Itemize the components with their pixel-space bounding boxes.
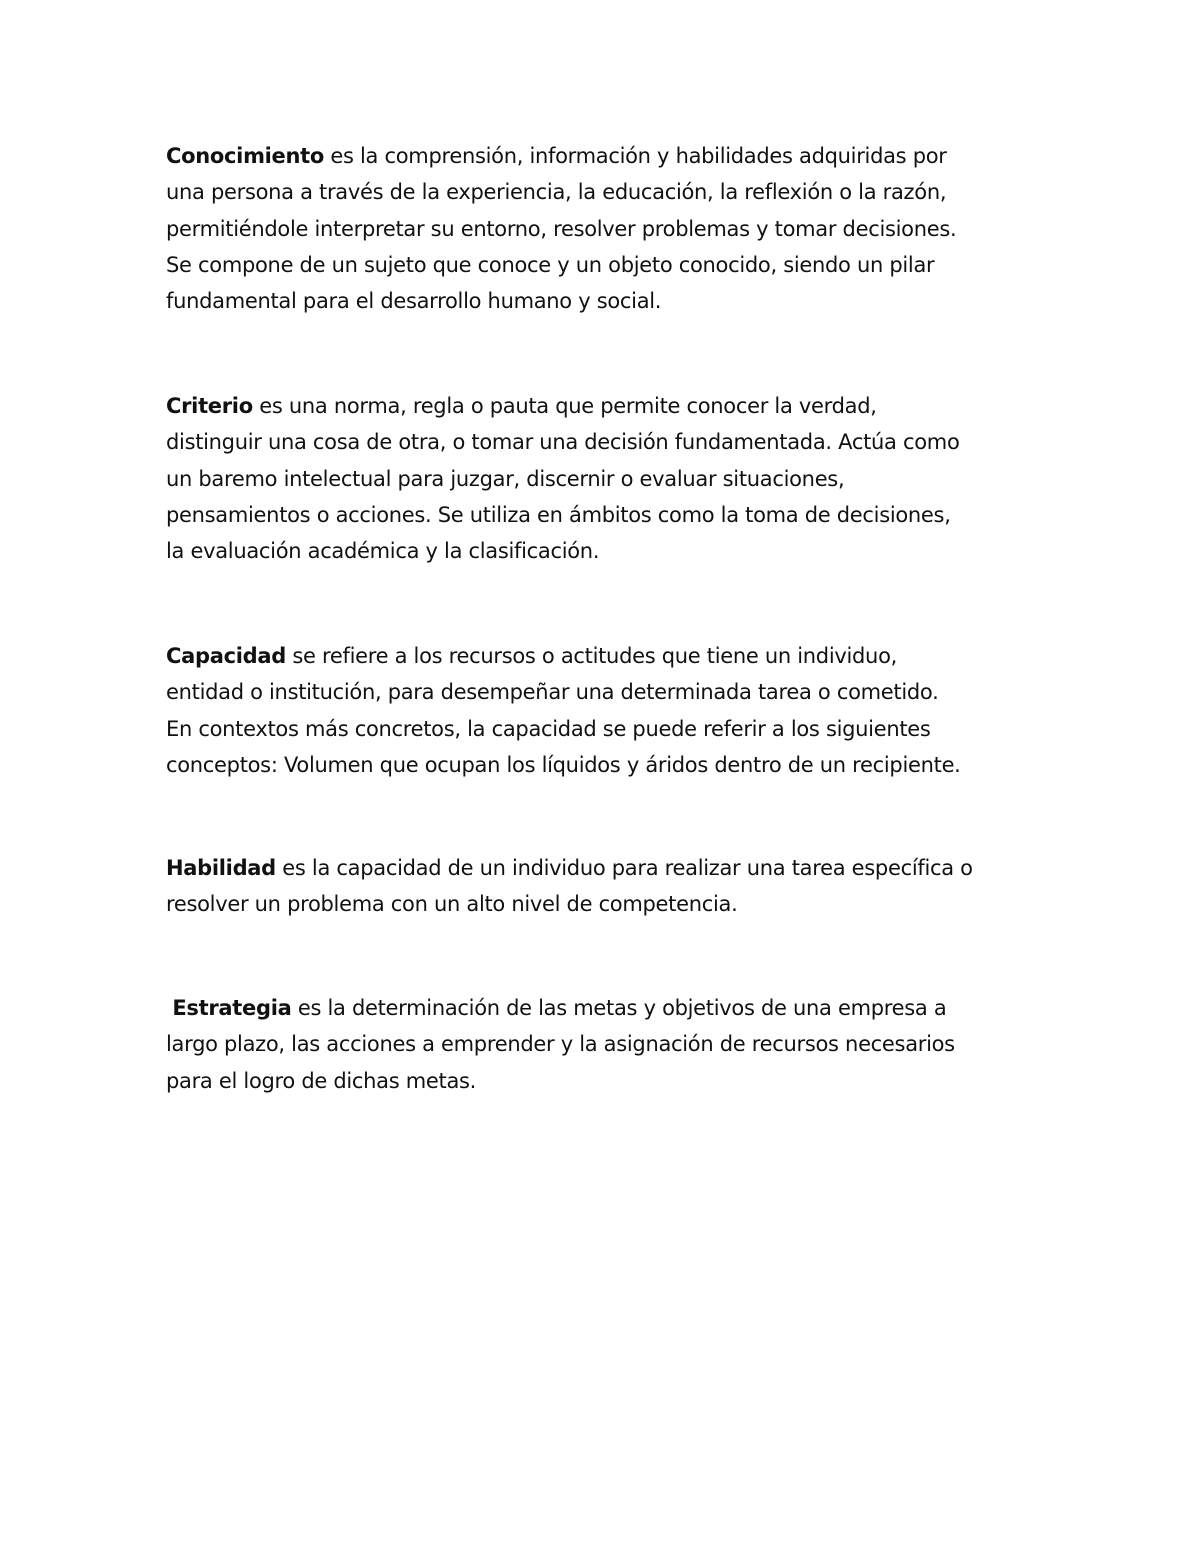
paragraph-line: resolver un problema con un alto nivel de competencia. — [166, 892, 738, 917]
paragraph-line: En contextos más concretos, la capacidad se puede referir a los siguientes — [166, 716, 931, 741]
definition-text: es la capacidad de un individuo para realizar una tarea específica o — [275, 856, 973, 880]
paragraph-line — [166, 138, 956, 174]
paragraph-habilidad — [166, 850, 973, 923]
paragraph-line: entidad o institución, para desempeñar una determinada tarea o cometido. — [166, 680, 939, 705]
paragraph-line — [166, 990, 955, 1026]
paragraph-line: la evaluación académica y la clasificación. — [166, 539, 600, 564]
paragraph-line: conceptos: Volumen que ocupan los líquidos y áridos dentro de un recipiente. — [166, 752, 961, 777]
definition-text: se refiere a los recursos o actitudes que tiene un individuo, — [285, 644, 897, 668]
paragraph-line: permitiéndole interpretar su entorno, resolver problemas y tomar decisiones. — [166, 216, 957, 241]
paragraph-line: una persona a través de la experiencia, la educación, la reflexión o la razón, — [166, 180, 947, 205]
paragraph-criterio — [166, 388, 960, 569]
paragraph-estrategia — [166, 990, 955, 1099]
definition-text: es una norma, regla o pauta que permite conocer la verdad, — [252, 394, 877, 418]
paragraph-line — [166, 850, 973, 886]
paragraph-line: pensamientos o acciones. Se utiliza en ámbitos como la toma de decisiones, — [166, 502, 951, 527]
definition-text: es la comprensión, información y habilidades adquiridas por — [324, 144, 947, 168]
paragraph-line: Se compone de un sujeto que conoce y un objeto conocido, siendo un pilar — [166, 252, 935, 277]
term-habilidad: Habilidad — [166, 856, 276, 880]
definition-text: es la determinación de las metas y objetivos de una empresa a — [291, 996, 947, 1020]
paragraph-line: para el logro de dichas metas. — [166, 1068, 477, 1093]
paragraph-capacidad — [166, 638, 961, 783]
paragraph-line — [166, 388, 960, 424]
term-estrategia: Estrategia — [172, 996, 292, 1020]
paragraph-conocimiento — [166, 138, 956, 319]
paragraph-line: fundamental para el desarrollo humano y social. — [166, 289, 662, 314]
paragraph-line: un baremo intelectual para juzgar, discernir o evaluar situaciones, — [166, 466, 845, 491]
term-capacidad: Capacidad — [166, 644, 286, 668]
paragraph-line: distinguir una cosa de otra, o tomar una decisión fundamentada. Actúa como — [166, 430, 960, 455]
paragraph-line — [166, 638, 961, 674]
paragraph-line: largo plazo, las acciones a emprender y la asignación de recursos necesarios — [166, 1032, 955, 1057]
term-conocimiento: Conocimiento — [166, 144, 325, 168]
term-criterio: Criterio — [166, 394, 253, 418]
